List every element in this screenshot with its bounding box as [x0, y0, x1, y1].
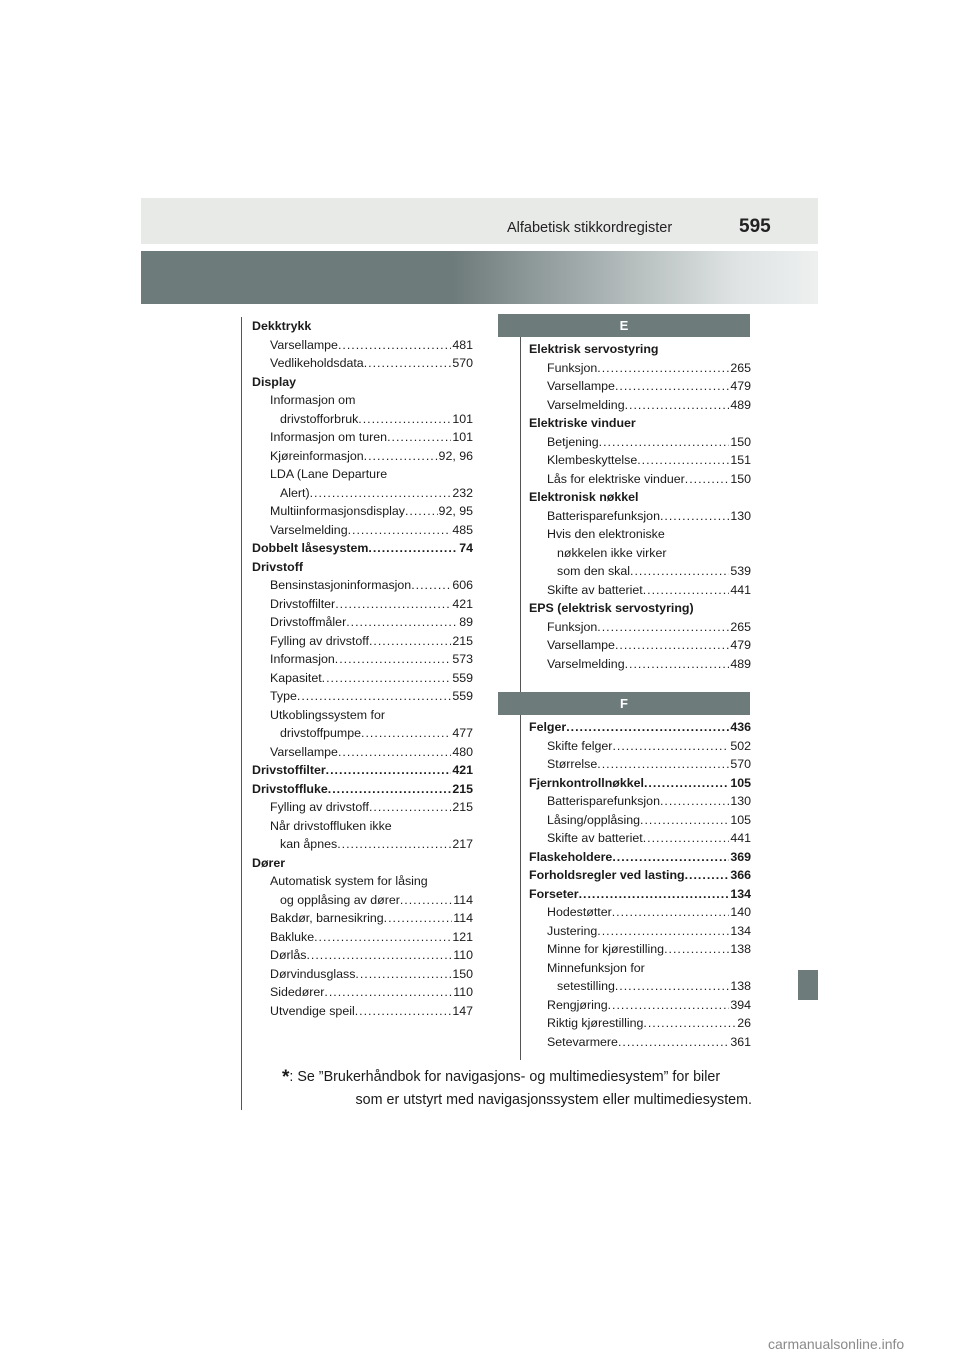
index-entry-label: Forholdsregler ved lasting — [529, 868, 685, 882]
index-entry-label: Elektriske vinduer — [529, 416, 636, 430]
index-entry — [529, 433, 751, 452]
index-entry-label: Varselmelding — [547, 397, 625, 412]
index-entry — [529, 544, 751, 563]
index-entry-label: Klembeskyttelse — [547, 453, 638, 467]
index-entry-label: Elektronisk nøkkel — [529, 490, 639, 504]
section-header-f: F — [498, 692, 750, 715]
index-entry — [529, 940, 751, 959]
index-entry-label: Display — [252, 374, 297, 389]
index-entry — [252, 743, 473, 762]
dot-leader — [685, 866, 730, 885]
dot-leader — [364, 447, 438, 466]
dot-leader — [597, 618, 729, 637]
index-entry-label: Hodestøtter — [547, 905, 612, 919]
index-entry-page: 92, 96 — [438, 448, 473, 463]
index-entry-page: 150 — [730, 471, 751, 486]
index-entry-page: 539 — [730, 564, 751, 578]
index-entry — [252, 558, 473, 577]
index-entry — [529, 507, 751, 526]
index-entry-page: 421 — [452, 763, 473, 777]
index-entry — [252, 428, 473, 447]
dot-leader — [643, 829, 730, 848]
index-entry-label: drivstofforbruk — [280, 411, 359, 426]
index-entry-label: Informasjon om — [270, 393, 356, 407]
section-header-e: E — [498, 314, 750, 337]
dot-leader — [346, 613, 458, 632]
dot-leader — [612, 848, 729, 867]
index-entry-label: Kjøreinformasjon — [270, 448, 364, 463]
index-entry-label: Drivstoffluke — [252, 781, 328, 796]
index-entry-page: 215 — [452, 800, 473, 814]
index-entry-label: Minne for kjørestilling — [547, 942, 665, 956]
dot-leader — [612, 737, 729, 756]
dot-leader — [310, 484, 452, 503]
index-entry-page: 101 — [452, 430, 473, 444]
dot-leader — [608, 996, 730, 1015]
index-entry-label: Setevarmere — [547, 1034, 618, 1049]
index-entry-page: 215 — [452, 781, 473, 796]
index-entry-label: Kapasitet — [270, 670, 322, 685]
index-entry-label: Vedlikeholdsdata — [270, 356, 364, 370]
index-entry-page: 570 — [452, 356, 473, 370]
index-entry-page: 130 — [730, 508, 751, 523]
index-entry-label: Drivstoff — [252, 559, 303, 574]
index-entry-label: Batterisparefunksjon — [547, 508, 660, 523]
index-entry-label: Dører — [252, 855, 286, 870]
footnote-line-1: : Se ”Brukerhåndbok for navigasjons- og multimediesystem” for biler — [289, 1069, 721, 1085]
dot-leader — [338, 743, 451, 762]
index-entry — [529, 451, 751, 470]
index-entry — [252, 928, 473, 947]
index-entry-label: Sidedører — [270, 985, 325, 999]
index-entry — [252, 465, 473, 484]
index-entry — [252, 576, 473, 595]
dot-leader — [338, 336, 451, 355]
index-entry — [252, 835, 473, 854]
index-entry-page: 477 — [452, 726, 473, 740]
index-entry — [529, 866, 751, 885]
index-entry — [529, 377, 751, 396]
index-entry — [529, 996, 751, 1015]
index-entry-label: Dørlås — [270, 948, 307, 962]
index-entry — [529, 737, 751, 756]
dot-leader — [335, 595, 451, 614]
index-entry-label: Justering — [547, 923, 598, 938]
index-entry — [529, 755, 751, 774]
index-entry — [252, 613, 473, 632]
index-entry — [529, 562, 751, 581]
index-entry — [529, 655, 751, 674]
dot-leader — [306, 946, 452, 965]
index-entry — [252, 447, 473, 466]
index-entry — [252, 724, 473, 743]
dot-leader — [597, 755, 729, 774]
dot-leader — [328, 780, 452, 799]
index-entry-page: 114 — [453, 892, 473, 907]
index-entry-page: 138 — [730, 942, 751, 956]
index-entry — [529, 414, 751, 433]
index-entry-label: Når drivstoffluken ikke — [270, 818, 392, 833]
index-entry-page: 361 — [730, 1034, 751, 1049]
index-entry — [529, 340, 751, 359]
index-entry — [252, 1002, 473, 1021]
index-entry — [529, 599, 751, 618]
index-entry — [252, 669, 473, 688]
index-entry-label: Riktig kjørestilling — [547, 1016, 644, 1030]
index-entry — [529, 903, 751, 922]
index-entry-label: Type — [270, 689, 297, 703]
index-entry-page: 369 — [730, 849, 751, 864]
index-entry-page: 74 — [459, 541, 473, 555]
dot-leader — [597, 922, 729, 941]
index-entry — [529, 470, 751, 489]
index-entry-page: 480 — [452, 744, 473, 759]
page-number: 595 — [739, 216, 771, 237]
header-gradient-bar — [141, 251, 818, 304]
left-margin-rule — [241, 317, 242, 1110]
dot-leader — [368, 539, 458, 558]
index-entry-page: 366 — [730, 868, 751, 882]
index-entry-page: 559 — [452, 689, 473, 703]
index-entry-label: Bensinstasjoninformasjon — [270, 578, 412, 592]
dot-leader — [355, 1002, 452, 1021]
index-entry — [529, 718, 751, 737]
index-entry-page: 606 — [452, 578, 473, 592]
dot-leader — [348, 521, 452, 540]
dot-leader — [612, 903, 730, 922]
index-entry — [252, 891, 473, 910]
index-entry-page: 502 — [730, 738, 751, 753]
index-section-f — [529, 718, 751, 1051]
index-entry-label: og opplåsing av dører — [280, 892, 400, 907]
running-header-title: Alfabetisk stikkordregister — [507, 220, 673, 236]
index-entry — [252, 595, 473, 614]
dot-leader — [615, 636, 729, 655]
footnote — [282, 1066, 752, 1112]
index-entry-page: 489 — [730, 656, 751, 671]
dot-leader — [599, 433, 730, 452]
index-entry — [252, 798, 473, 817]
dot-leader — [355, 965, 451, 984]
index-entry-label: EPS (elektrisk servostyring) — [529, 601, 694, 615]
index-entry — [529, 792, 751, 811]
index-entry — [252, 650, 473, 669]
index-entry — [529, 774, 751, 793]
index-entry-page: 481 — [452, 337, 473, 352]
index-entry-label: Varsellampe — [270, 744, 338, 759]
index-entry-page: 92, 95 — [438, 504, 473, 518]
index-entry-label: Bakdør, barnesikring — [270, 911, 384, 925]
index-entry-label: Flaskeholdere — [529, 849, 613, 864]
index-entry-label: Utkoblingssystem for — [270, 707, 385, 722]
index-entry-label: LDA (Lane Departure — [270, 467, 388, 481]
index-entry-label: nøkkelen ikke virker — [557, 545, 667, 560]
index-entry-page: 441 — [730, 831, 751, 845]
dot-leader — [384, 909, 453, 928]
index-entry-page: 479 — [730, 379, 751, 393]
index-entry-label: Størrelse — [547, 757, 598, 771]
index-entry-label: Funksjon — [547, 360, 598, 375]
index-entry — [529, 959, 751, 978]
dot-leader — [411, 576, 451, 595]
index-entry — [252, 317, 473, 336]
index-entry-label: Skifte felger — [547, 738, 613, 753]
index-entry-label: Informasjon om turen — [270, 430, 388, 444]
index-entry-page: 105 — [730, 812, 751, 827]
index-entry-page: 217 — [452, 837, 473, 851]
footnote-line-2: som er utstyrt med navigasjonssystem eller multimediesystem. — [355, 1092, 752, 1108]
dot-leader — [405, 502, 438, 521]
dot-leader — [297, 687, 451, 706]
index-entry — [529, 396, 751, 415]
index-entry — [252, 391, 473, 410]
index-entry-page: 138 — [730, 979, 751, 993]
index-entry — [252, 484, 473, 503]
index-entry-page: 110 — [453, 948, 473, 962]
index-entry-label: Forseter — [529, 886, 579, 901]
index-entry-label: Informasjon — [270, 652, 335, 666]
dot-leader — [400, 891, 452, 910]
index-entry-label: Felger — [529, 720, 567, 734]
dot-leader — [337, 835, 451, 854]
index-entry — [529, 636, 751, 655]
index-entry — [252, 373, 473, 392]
index-entry-page: 147 — [452, 1003, 473, 1018]
dot-leader — [615, 977, 729, 996]
index-entry — [529, 922, 751, 941]
index-entry-label: Batterisparefunksjon — [547, 794, 660, 808]
index-entry-page: 489 — [730, 397, 751, 412]
dot-leader — [664, 940, 729, 959]
index-entry-page: 105 — [730, 775, 751, 790]
index-entry-page: 573 — [452, 652, 473, 666]
index-entry-label: Dobbelt låsesystem — [252, 541, 369, 555]
index-entry — [529, 848, 751, 867]
dot-leader — [387, 428, 451, 447]
index-entry-label: Betjening — [547, 434, 599, 449]
dot-leader — [637, 451, 729, 470]
dot-leader — [324, 983, 452, 1002]
index-entry-label: Skifte av batteriet — [547, 831, 643, 845]
index-entry-page: 121 — [452, 929, 473, 944]
index-entry — [252, 687, 473, 706]
index-entry — [252, 983, 473, 1002]
index-entry-page: 265 — [730, 619, 751, 634]
index-entry-label: Drivstoffilter — [270, 596, 336, 611]
index-column-left — [252, 317, 473, 1020]
index-entry-page: 151 — [730, 453, 751, 467]
dot-leader — [640, 811, 729, 830]
dot-leader — [625, 655, 730, 674]
index-entry-label: Alert) — [280, 485, 310, 500]
index-entry — [252, 780, 473, 799]
index-entry — [252, 872, 473, 891]
index-entry-page: 570 — [730, 757, 751, 771]
index-entry-page: 110 — [453, 985, 473, 999]
dot-leader — [335, 650, 452, 669]
index-entry — [252, 336, 473, 355]
index-entry-label: Drivstoffmåler — [270, 615, 347, 629]
index-entry-page: 479 — [730, 638, 751, 652]
index-entry — [252, 965, 473, 984]
index-entry — [252, 946, 473, 965]
index-entry — [529, 885, 751, 904]
footnote-marker: * — [282, 1067, 290, 1088]
dot-leader — [597, 359, 729, 378]
index-entry-label: Utvendige speil — [270, 1003, 355, 1018]
dot-leader — [369, 632, 451, 651]
index-entry — [529, 1014, 751, 1033]
index-entry-label: Låsing/opplåsing — [547, 812, 641, 827]
dot-leader — [314, 928, 451, 947]
index-entry-label: Funksjon — [547, 619, 598, 634]
index-entry-label: Varsellampe — [547, 638, 615, 652]
index-entry-label: Dørvindusglass — [270, 966, 356, 981]
chapter-side-tab — [798, 970, 818, 1000]
dot-leader — [643, 581, 730, 600]
index-entry-page: 265 — [730, 360, 751, 375]
index-entry-label: Rengjøring — [547, 997, 608, 1012]
index-entry-label: Fylling av drivstoff — [270, 800, 369, 814]
index-entry — [252, 854, 473, 873]
index-entry — [252, 632, 473, 651]
index-entry-page: 559 — [452, 670, 473, 685]
dot-leader — [625, 396, 730, 415]
dot-leader — [643, 1014, 736, 1033]
index-entry-label: Fjernkontrollnøkkel — [529, 775, 644, 790]
index-entry — [529, 525, 751, 544]
index-section-e — [529, 340, 751, 673]
index-entry-page: 89 — [459, 615, 473, 629]
dot-leader — [322, 669, 452, 688]
index-entry-label: Fylling av drivstoff — [270, 633, 369, 648]
dot-leader — [326, 761, 452, 780]
dot-leader — [644, 774, 729, 793]
index-entry-page: 215 — [452, 633, 473, 648]
index-entry-label: Varselmelding — [270, 522, 348, 537]
dot-leader — [361, 724, 451, 743]
index-entry-page: 394 — [730, 997, 751, 1012]
index-entry — [252, 539, 473, 558]
index-entry-label: Drivstoffilter — [252, 763, 326, 777]
index-entry-page: 485 — [452, 522, 473, 537]
dot-leader — [618, 1033, 729, 1052]
index-entry-page: 421 — [452, 596, 473, 611]
index-entry — [529, 359, 751, 378]
index-entry-label: Dekktrykk — [252, 319, 312, 333]
index-entry-page: 140 — [730, 905, 751, 919]
index-entry — [252, 410, 473, 429]
index-entry-page: 101 — [452, 411, 473, 426]
dot-leader — [369, 798, 451, 817]
dot-leader — [660, 792, 729, 811]
dot-leader — [579, 885, 730, 904]
index-entry-label: Skifte av batteriet — [547, 582, 643, 597]
dot-leader — [358, 410, 451, 429]
index-entry-label: Multiinformasjonsdisplay — [270, 504, 405, 518]
index-entry-label: Hvis den elektroniske — [547, 527, 665, 541]
dot-leader — [364, 354, 452, 373]
index-entry — [252, 817, 473, 836]
index-entry-page: 134 — [730, 923, 751, 938]
index-entry-page: 150 — [730, 434, 751, 449]
index-entry — [529, 618, 751, 637]
index-entry-label: Bakluke — [270, 929, 315, 944]
index-entry-label: Minnefunksjon for — [547, 960, 645, 975]
index-entry — [252, 354, 473, 373]
index-entry — [252, 521, 473, 540]
index-entry-page: 441 — [730, 582, 751, 597]
index-entry-page: 134 — [730, 886, 751, 901]
index-entry — [252, 761, 473, 780]
index-entry-label: Lås for elektriske vinduer — [547, 471, 685, 486]
dot-leader — [566, 718, 729, 737]
index-entry — [252, 909, 473, 928]
index-entry — [529, 488, 751, 507]
index-entry-page: 114 — [453, 911, 473, 925]
index-entry-label: Varselmelding — [547, 656, 625, 671]
index-entry-label: setestilling — [557, 979, 615, 993]
index-entry — [252, 706, 473, 725]
index-entry-label: Varsellampe — [270, 337, 338, 352]
dot-leader — [630, 562, 729, 581]
index-entry-label: kan åpnes — [280, 837, 338, 851]
dot-leader — [615, 377, 729, 396]
index-entry-page: 26 — [737, 1016, 751, 1030]
dot-leader — [660, 507, 729, 526]
watermark: carmanualsonline.info — [768, 1336, 905, 1352]
dot-leader — [685, 470, 730, 489]
index-entry-label: som den skal — [557, 564, 631, 578]
index-entry-label: Elektrisk servostyring — [529, 342, 659, 356]
index-entry — [529, 1033, 751, 1052]
index-entry-page: 150 — [452, 966, 473, 981]
index-entry-page: 436 — [730, 720, 751, 734]
header-band — [141, 198, 818, 244]
index-entry-page: 130 — [730, 794, 751, 808]
index-entry — [529, 581, 751, 600]
index-entry — [252, 502, 473, 521]
index-entry-label: drivstoffpumpe — [280, 726, 362, 740]
index-entry-page: 232 — [452, 485, 473, 500]
column-divider-rule — [520, 317, 521, 1060]
index-entry — [529, 977, 751, 996]
index-entry — [529, 811, 751, 830]
index-entry-label: Varsellampe — [547, 379, 615, 393]
index-entry — [529, 829, 751, 848]
index-entry-label: Automatisk system for låsing — [270, 874, 428, 888]
